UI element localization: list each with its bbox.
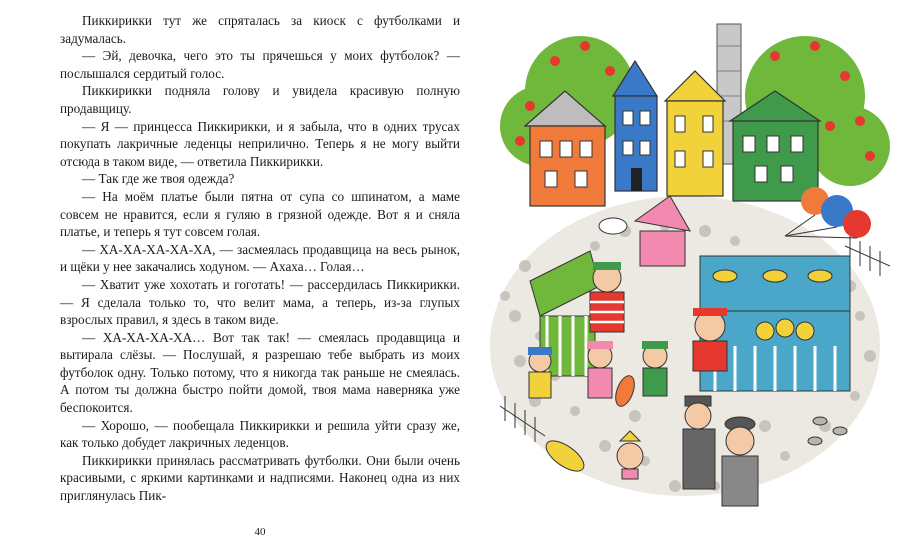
yellow-house — [665, 71, 725, 196]
paragraph: — Я — принцесса Пиккирикки, и я забыла, что в одних трусах покупать лакричные леденцы неприлично. Теперь я не могу выйти отсюда в таком виде, — ответила Пиккирикки. — [60, 118, 460, 169]
paragraph: — Так где же твоя одежда? — [82, 171, 235, 187]
paragraph: — ХА-ХА-ХА-ХА… Вот так так! — смеялась продавщица и вытирала слёзы. — Послушай, я разрешаю тебе выбрать из моих футболок одну. Только потому, что я никогда так раньше не смеялась. А потом ты должна быстро пойти домой, твоя мама наверняка уже беспокоится. — [60, 329, 460, 416]
paragraph: Пиккирикки тут же спряталась за киоск с футболками и задумалась. — [60, 13, 460, 46]
sheep — [599, 218, 627, 234]
child-green-hat — [642, 341, 668, 396]
market-illustration — [485, 16, 895, 536]
paragraph: Пиккирикки подняла голову и увидела красивую полную продавщицу. — [60, 83, 460, 116]
paragraph: — На моём платье были пятна от супа со шпинатом, а маме совсем не нравится, если я гуляю в грязной одежде. Вот я и сняла платье, и теперь я тут совсем голая. — [60, 188, 460, 240]
paragraph: — Хорошо, — пообещала Пиккирикки и решила уйти сразу же, как только добудет лакричных леденцов. — [60, 417, 460, 451]
left-page — [60, 12, 460, 542]
paragraph: — Хватит уже хохотать и гоготать! — рассердилась Пиккирикки. — Я сделала только то, что велит мама, а теперь, из-за глупых взрослых правил, я здесь в таком виде. — [60, 276, 460, 328]
paragraph: — Эй, девочка, чего это ты прячешься у моих футболок? — послышался сердитый голос. — [60, 48, 460, 81]
child-blue-hat — [528, 347, 552, 398]
page-number: 40 — [254, 526, 266, 538]
paragraph: — ХА-ХА-ХА-ХА-ХА, — засмеялась продавщица на весь рынок, и щёки у нее закачались ходуном. — Ахаха… Голая… — [60, 241, 460, 275]
child-pink-hat — [587, 341, 613, 398]
seller-red-striped — [590, 262, 624, 332]
story-text — [60, 12, 460, 505]
paragraph: Пиккирикки принялась рассматривать футболки. Они были очень красивыми, с яркими картинками и надписями. Наконец одна из них приглянулась Пик- — [60, 452, 460, 504]
